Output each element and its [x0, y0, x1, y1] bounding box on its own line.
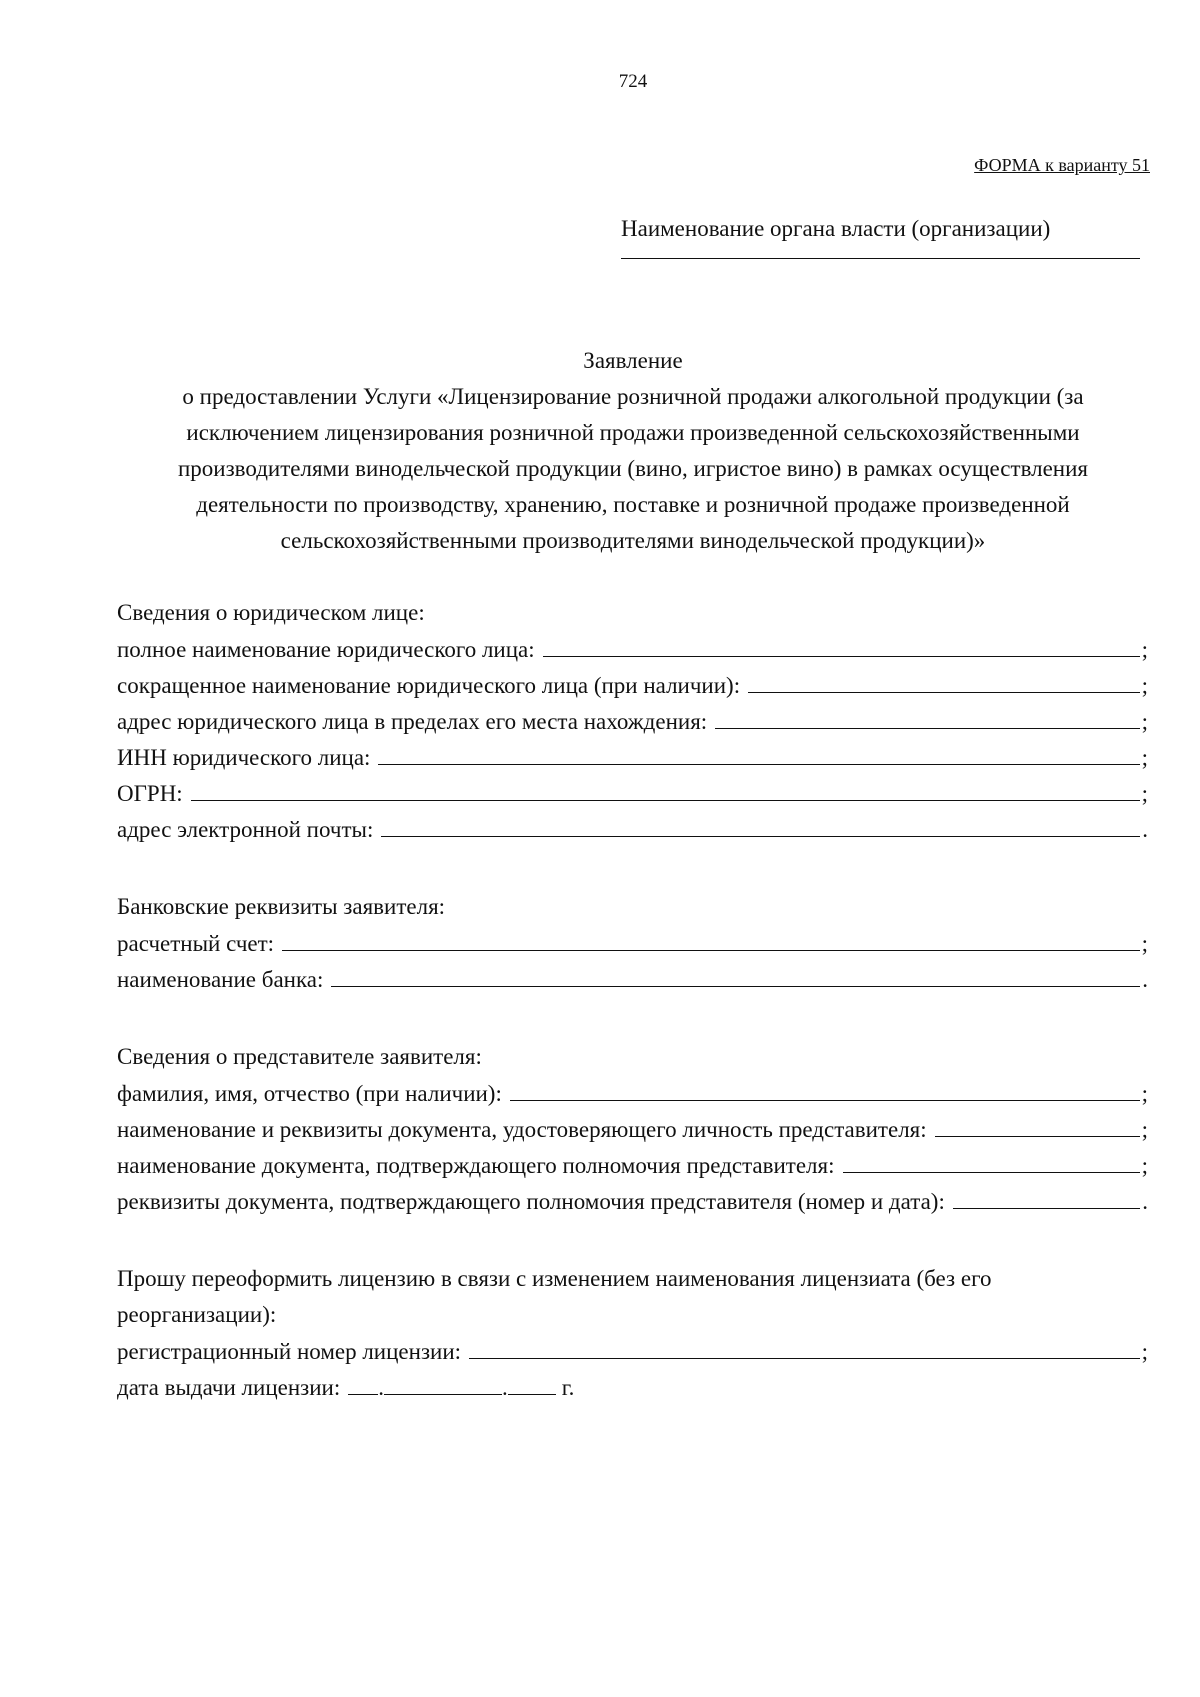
- short-name-row: [117, 672, 1148, 708]
- account-label: расчетный счет:: [117, 931, 275, 956]
- line-end: .: [1142, 967, 1148, 992]
- line-end: ;: [1141, 781, 1148, 806]
- issue-month-field[interactable]: [384, 1374, 502, 1395]
- application-title: [100, 343, 1166, 559]
- ogrn-field[interactable]: [191, 780, 1140, 801]
- issue-date-row: [117, 1374, 574, 1401]
- rep-fullname-field[interactable]: [510, 1080, 1140, 1101]
- rep-id-doc-row: [117, 1116, 1148, 1152]
- line-end: ;: [1141, 1081, 1148, 1106]
- title-line: сельскохозяйственными производителями винодельческой продукции)»: [280, 528, 986, 553]
- address-row: [117, 708, 1148, 744]
- address-field[interactable]: [715, 708, 1139, 729]
- bank-name-field[interactable]: [331, 966, 1140, 987]
- bank-heading: Банковские реквизиты заявителя:: [117, 894, 446, 919]
- rep-authority-details-field[interactable]: [953, 1188, 1140, 1209]
- rep-fullname-label: фамилия, имя, отчество (при наличии):: [117, 1081, 502, 1106]
- address-label: адрес юридического лица в пределах его места нахождения:: [117, 709, 708, 734]
- line-end: ;: [1141, 637, 1148, 662]
- ogrn-label: ОГРН:: [117, 781, 183, 806]
- issue-day-field[interactable]: [348, 1374, 378, 1395]
- rep-fullname-row: [117, 1080, 1148, 1116]
- form-label: ФОРМА к варианту 51: [974, 155, 1150, 175]
- full-name-label: полное наименование юридического лица:: [117, 637, 535, 662]
- line-end: ;: [1141, 745, 1148, 770]
- license-number-field[interactable]: [469, 1338, 1140, 1359]
- page-number: 724: [618, 71, 648, 92]
- license-number-label: регистрационный номер лицензии:: [117, 1339, 462, 1364]
- account-row: [117, 930, 1148, 966]
- date-separator: .: [378, 1375, 384, 1400]
- title-line: деятельности по производству, хранению, поставке и розничной продаже произведенной: [196, 492, 1070, 517]
- email-label: адрес электронной почты:: [117, 817, 374, 842]
- title-line: исключением лицензирования розничной продажи произведенной сельскохозяйственными: [186, 420, 1080, 445]
- email-row: [117, 816, 1148, 852]
- full-name-field[interactable]: [543, 636, 1140, 657]
- date-separator: .: [502, 1375, 508, 1400]
- issue-year-field[interactable]: [508, 1374, 556, 1395]
- inn-row: [117, 744, 1148, 780]
- rep-id-doc-label: наименование и реквизиты документа, удостоверяющего личность представителя:: [117, 1117, 927, 1142]
- ogrn-row: [117, 780, 1148, 816]
- bank-name-label: наименование банка:: [117, 967, 324, 992]
- rep-id-doc-field[interactable]: [935, 1116, 1140, 1137]
- title-heading: Заявление: [583, 348, 683, 373]
- rep-authority-details-row: [117, 1188, 1148, 1224]
- request-text: Прошу переоформить лицензию в связи с изменением наименования лицензиата (без его: [117, 1266, 992, 1291]
- line-end: ;: [1141, 1153, 1148, 1178]
- issue-date-label: дата выдачи лицензии:: [117, 1375, 341, 1400]
- year-suffix: г.: [561, 1375, 575, 1400]
- authority-name-field[interactable]: [621, 258, 1140, 259]
- bank-name-row: [117, 966, 1148, 1002]
- rep-authority-doc-row: [117, 1152, 1148, 1188]
- line-end: ;: [1141, 1339, 1148, 1364]
- short-name-field[interactable]: [748, 672, 1140, 693]
- rep-authority-details-label: реквизиты документа, подтверждающего полномочия представителя (номер и дата):: [117, 1189, 945, 1214]
- title-line: о предоставлении Услуги «Лицензирование розничной продажи алкогольной продукции (за: [182, 384, 1084, 409]
- inn-label: ИНН юридического лица:: [117, 745, 371, 770]
- account-field[interactable]: [282, 930, 1140, 951]
- line-end: ;: [1141, 709, 1148, 734]
- short-name-label: сокращенное наименование юридического лица (при наличии):: [117, 673, 741, 698]
- license-number-row: [117, 1338, 1148, 1374]
- full-name-row: [117, 636, 1148, 672]
- representative-heading: Сведения о представителе заявителя:: [117, 1044, 482, 1069]
- inn-field[interactable]: [378, 744, 1139, 765]
- line-end: ;: [1141, 1117, 1148, 1142]
- request-text-cont: реорганизации):: [117, 1302, 277, 1327]
- line-end: ;: [1141, 931, 1148, 956]
- authority-name-label: Наименование органа власти (организации): [621, 216, 1051, 241]
- rep-authority-doc-field[interactable]: [843, 1152, 1140, 1173]
- title-line: производителями винодельческой продукции (вино, игристое вино) в рамках осуществления: [177, 456, 1089, 481]
- authority-block: [621, 214, 1141, 259]
- line-end: ;: [1141, 673, 1148, 698]
- email-field[interactable]: [381, 816, 1140, 837]
- line-end: .: [1142, 1189, 1148, 1214]
- line-end: .: [1142, 817, 1148, 842]
- legal-entity-heading: Сведения о юридическом лице:: [117, 600, 425, 625]
- rep-authority-doc-label: наименование документа, подтверждающего полномочия представителя:: [117, 1153, 835, 1178]
